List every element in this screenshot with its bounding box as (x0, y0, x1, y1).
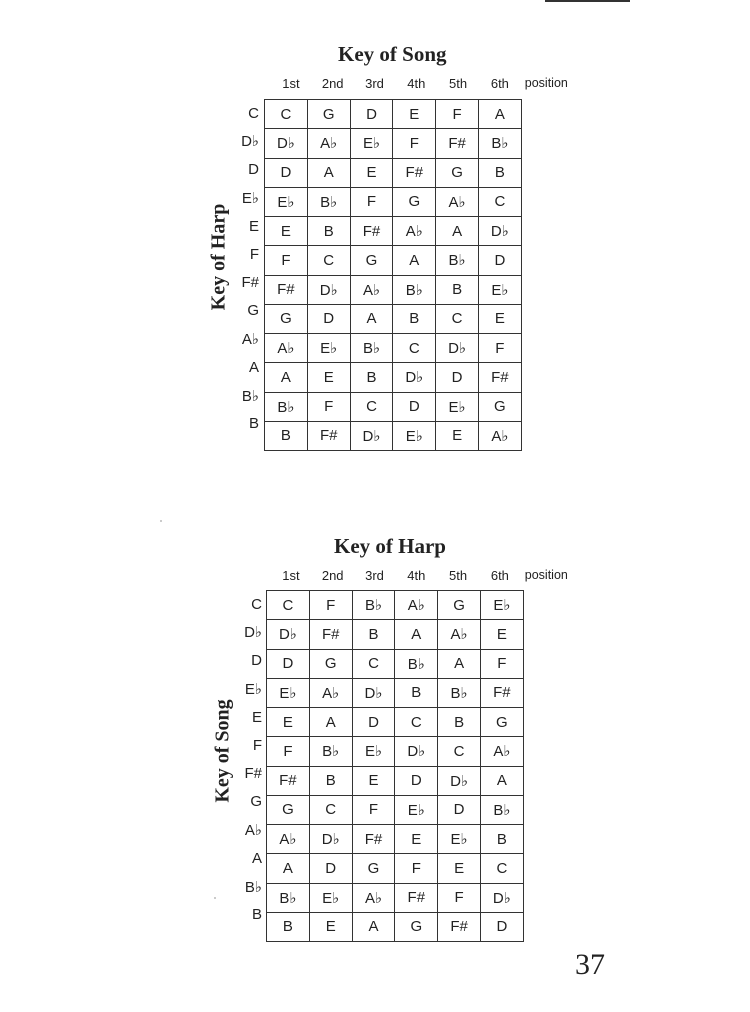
key-cell: B (393, 304, 436, 333)
key-cell: G (307, 100, 350, 129)
key-cell: D♭ (350, 421, 393, 450)
key-cell: G (265, 304, 308, 333)
key-cell: D (265, 158, 308, 187)
key-cell: E♭ (436, 392, 479, 421)
chart1-grid (264, 99, 522, 451)
key-cell: F (436, 100, 479, 129)
key-cell: B♭ (480, 795, 523, 824)
key-cell: A♭ (438, 620, 481, 649)
key-cell: C (436, 304, 479, 333)
key-cell: F# (395, 883, 438, 912)
key-cell: D (393, 392, 436, 421)
table-row (265, 217, 522, 246)
row-key-label: A♭ (244, 822, 262, 840)
key-cell: F# (393, 158, 436, 187)
key-cell: A (395, 620, 438, 649)
key-cell: A (393, 246, 436, 275)
key-cell: B♭ (436, 246, 479, 275)
key-cell: E♭ (395, 795, 438, 824)
key-cell: F# (436, 129, 479, 158)
key-cell: B♭ (438, 678, 481, 707)
key-cell: A (480, 766, 523, 795)
key-cell: E♭ (438, 825, 481, 854)
key-cell: F# (478, 363, 521, 392)
key-cell: B♭ (265, 392, 308, 421)
key-cell: D♭ (265, 129, 308, 158)
key-cell: G (438, 591, 481, 620)
table-row (265, 129, 522, 158)
key-cell: A (436, 217, 479, 246)
key-cell: B♭ (393, 275, 436, 304)
table-row (267, 825, 524, 854)
key-cell: E♭ (393, 421, 436, 450)
key-cell: G (478, 392, 521, 421)
table-row (267, 591, 524, 620)
row-key-label: B♭ (244, 878, 262, 896)
position-header-4: 4th (407, 76, 426, 91)
key-cell: A (478, 100, 521, 129)
key-cell: E♭ (352, 737, 395, 766)
key-cell: A (307, 158, 350, 187)
table-row (265, 334, 522, 363)
position-header-3: 3rd (365, 76, 384, 91)
key-cell: G (393, 187, 436, 216)
key-cell: D♭ (395, 737, 438, 766)
key-cell: F (438, 883, 481, 912)
key-cell: B (395, 678, 438, 707)
table-row (265, 158, 522, 187)
position-header-2: 2nd (321, 568, 344, 583)
row-key-label: B (251, 906, 262, 924)
key-cell: D (395, 766, 438, 795)
key-cell: A♭ (350, 275, 393, 304)
key-cell: C (267, 591, 310, 620)
key-cell: E (393, 100, 436, 129)
key-cell: C (393, 334, 436, 363)
row-key-label: D♭ (241, 133, 259, 151)
chart2-grid (266, 590, 524, 942)
row-key-label: B (248, 415, 259, 433)
key-cell: E♭ (350, 129, 393, 158)
key-cell: A♭ (478, 421, 521, 450)
key-cell: E (265, 217, 308, 246)
key-cell: C (478, 187, 521, 216)
row-key-label: G (250, 793, 262, 811)
key-cell: D♭ (436, 334, 479, 363)
key-cell: B♭ (478, 129, 521, 158)
row-key-label: F# (244, 765, 262, 783)
chart1-title: Key of Song (338, 42, 447, 66)
row-key-label: A (251, 849, 262, 867)
key-cell: B♭ (352, 591, 395, 620)
key-cell: D♭ (267, 620, 310, 649)
key-cell: E (267, 708, 310, 737)
key-cell: F# (352, 825, 395, 854)
row-key-label: E♭ (244, 680, 262, 698)
key-cell: F# (438, 912, 481, 941)
key-cell: A (350, 304, 393, 333)
key-cell: A (267, 854, 310, 883)
position-header-4: 4th (407, 568, 426, 583)
key-cell: B (307, 217, 350, 246)
row-key-label: E♭ (241, 189, 259, 207)
table-row (265, 363, 522, 392)
row-key-label: C (248, 104, 259, 122)
table-row (267, 737, 524, 766)
table-row (267, 649, 524, 678)
row-key-label: A♭ (241, 331, 259, 349)
key-cell: D (436, 363, 479, 392)
row-key-label: B♭ (241, 387, 259, 405)
key-cell: A (438, 649, 481, 678)
key-cell: A♭ (267, 825, 310, 854)
position-header-5: 5th (449, 76, 468, 91)
row-key-label: E (248, 217, 259, 235)
key-cell: D♭ (480, 883, 523, 912)
key-cell: B (438, 708, 481, 737)
chart1-side-label: Key of Harp (207, 203, 230, 311)
key-cell: A♭ (307, 129, 350, 158)
table-row (267, 854, 524, 883)
table-row (267, 678, 524, 707)
key-cell: D (480, 912, 523, 941)
key-cell: E (352, 766, 395, 795)
table-row (265, 100, 522, 129)
key-cell: B (350, 363, 393, 392)
key-cell: G (352, 854, 395, 883)
key-cell: G (395, 912, 438, 941)
row-key-label: A (248, 358, 259, 376)
position-header-6: 6th (490, 76, 509, 91)
key-cell: A♭ (436, 187, 479, 216)
key-cell: E♭ (267, 678, 310, 707)
table-row (267, 766, 524, 795)
key-cell: F (352, 795, 395, 824)
key-cell: F (307, 392, 350, 421)
key-cell: D (350, 100, 393, 129)
table-row (265, 304, 522, 333)
key-cell: E (395, 825, 438, 854)
key-cell: C (309, 795, 352, 824)
key-cell: A♭ (309, 678, 352, 707)
key-cell: F# (309, 620, 352, 649)
position-label: position (524, 568, 568, 582)
key-cell: B (436, 275, 479, 304)
key-cell: F# (307, 421, 350, 450)
key-cell: F (350, 187, 393, 216)
top-rule (545, 0, 630, 2)
key-cell: D (307, 304, 350, 333)
key-cell: G (267, 795, 310, 824)
key-cell: E (478, 304, 521, 333)
key-cell: F (309, 591, 352, 620)
table-row (265, 187, 522, 216)
row-key-label: F (249, 245, 259, 263)
page-number: 37 (575, 948, 605, 981)
key-cell: B (309, 766, 352, 795)
key-cell: F (393, 129, 436, 158)
key-cell: E (436, 421, 479, 450)
chart1-row-labels (238, 99, 262, 438)
key-cell: F (395, 854, 438, 883)
chart2-title: Key of Harp (334, 534, 446, 558)
key-cell: E♭ (265, 187, 308, 216)
key-cell: F (267, 737, 310, 766)
position-header-3: 3rd (365, 568, 384, 583)
key-cell: E♭ (480, 591, 523, 620)
key-cell: G (350, 246, 393, 275)
key-cell: F# (267, 766, 310, 795)
key-cell: A (309, 708, 352, 737)
key-cell: F (480, 649, 523, 678)
page-speck (214, 897, 216, 899)
table-row (267, 912, 524, 941)
row-key-label: G (247, 302, 259, 320)
row-key-label: E (251, 708, 262, 726)
key-cell: C (265, 100, 308, 129)
position-label: position (524, 76, 568, 90)
key-cell: B♭ (309, 737, 352, 766)
table-row (267, 708, 524, 737)
key-cell: A♭ (393, 217, 436, 246)
row-key-label: D (251, 652, 262, 670)
chart2-side-label: Key of Song (211, 699, 234, 803)
position-header-1: 1st (282, 568, 300, 583)
key-cell: F (265, 246, 308, 275)
key-cell: B♭ (395, 649, 438, 678)
key-cell: E♭ (309, 883, 352, 912)
key-cell: A♭ (352, 883, 395, 912)
row-key-label: D (248, 161, 259, 179)
key-cell: D♭ (438, 766, 481, 795)
key-cell: E (309, 912, 352, 941)
key-cell: D (309, 854, 352, 883)
chart2-row-labels (241, 590, 265, 929)
key-cell: B (480, 825, 523, 854)
key-cell: B♭ (267, 883, 310, 912)
key-cell: D (267, 649, 310, 678)
position-header-1: 1st (282, 76, 300, 91)
row-key-label: C (251, 595, 262, 613)
key-cell: D (352, 708, 395, 737)
key-cell: D♭ (352, 678, 395, 707)
key-cell: B (265, 421, 308, 450)
key-cell: B♭ (350, 334, 393, 363)
table-row (265, 275, 522, 304)
key-cell: E (350, 158, 393, 187)
table-row (267, 620, 524, 649)
key-cell: A (352, 912, 395, 941)
chart1-position-header (270, 76, 568, 91)
key-cell: E (307, 363, 350, 392)
key-cell: B (352, 620, 395, 649)
row-key-label: F (252, 736, 262, 754)
key-cell: F# (480, 678, 523, 707)
key-cell: A (265, 363, 308, 392)
key-cell: F# (350, 217, 393, 246)
key-cell: G (436, 158, 479, 187)
key-cell: E♭ (478, 275, 521, 304)
row-key-label: D♭ (244, 624, 262, 642)
key-cell: D (438, 795, 481, 824)
key-cell: C (307, 246, 350, 275)
key-cell: G (309, 649, 352, 678)
key-cell: B (478, 158, 521, 187)
key-cell: D♭ (307, 275, 350, 304)
key-cell: D♭ (309, 825, 352, 854)
position-header-6: 6th (490, 568, 509, 583)
table-row (265, 421, 522, 450)
key-cell: C (395, 708, 438, 737)
key-cell: D♭ (393, 363, 436, 392)
key-cell: A♭ (265, 334, 308, 363)
key-cell: B♭ (307, 187, 350, 216)
table-row (265, 392, 522, 421)
page-speck (160, 520, 162, 522)
key-cell: A♭ (395, 591, 438, 620)
table-row (265, 246, 522, 275)
key-cell: C (352, 649, 395, 678)
key-cell: E♭ (307, 334, 350, 363)
key-cell: C (438, 737, 481, 766)
position-header-2: 2nd (321, 76, 344, 91)
key-cell: E (480, 620, 523, 649)
key-cell: D (478, 246, 521, 275)
key-cell: G (480, 708, 523, 737)
key-cell: F# (265, 275, 308, 304)
row-key-label: F# (241, 274, 259, 292)
key-cell: E (438, 854, 481, 883)
table-row (267, 883, 524, 912)
key-cell: D♭ (478, 217, 521, 246)
key-cell: C (480, 854, 523, 883)
key-cell: A♭ (480, 737, 523, 766)
key-cell: B (267, 912, 310, 941)
key-cell: F (478, 334, 521, 363)
chart2-position-header (270, 568, 568, 583)
table-row (267, 795, 524, 824)
key-cell: C (350, 392, 393, 421)
position-header-5: 5th (449, 568, 468, 583)
